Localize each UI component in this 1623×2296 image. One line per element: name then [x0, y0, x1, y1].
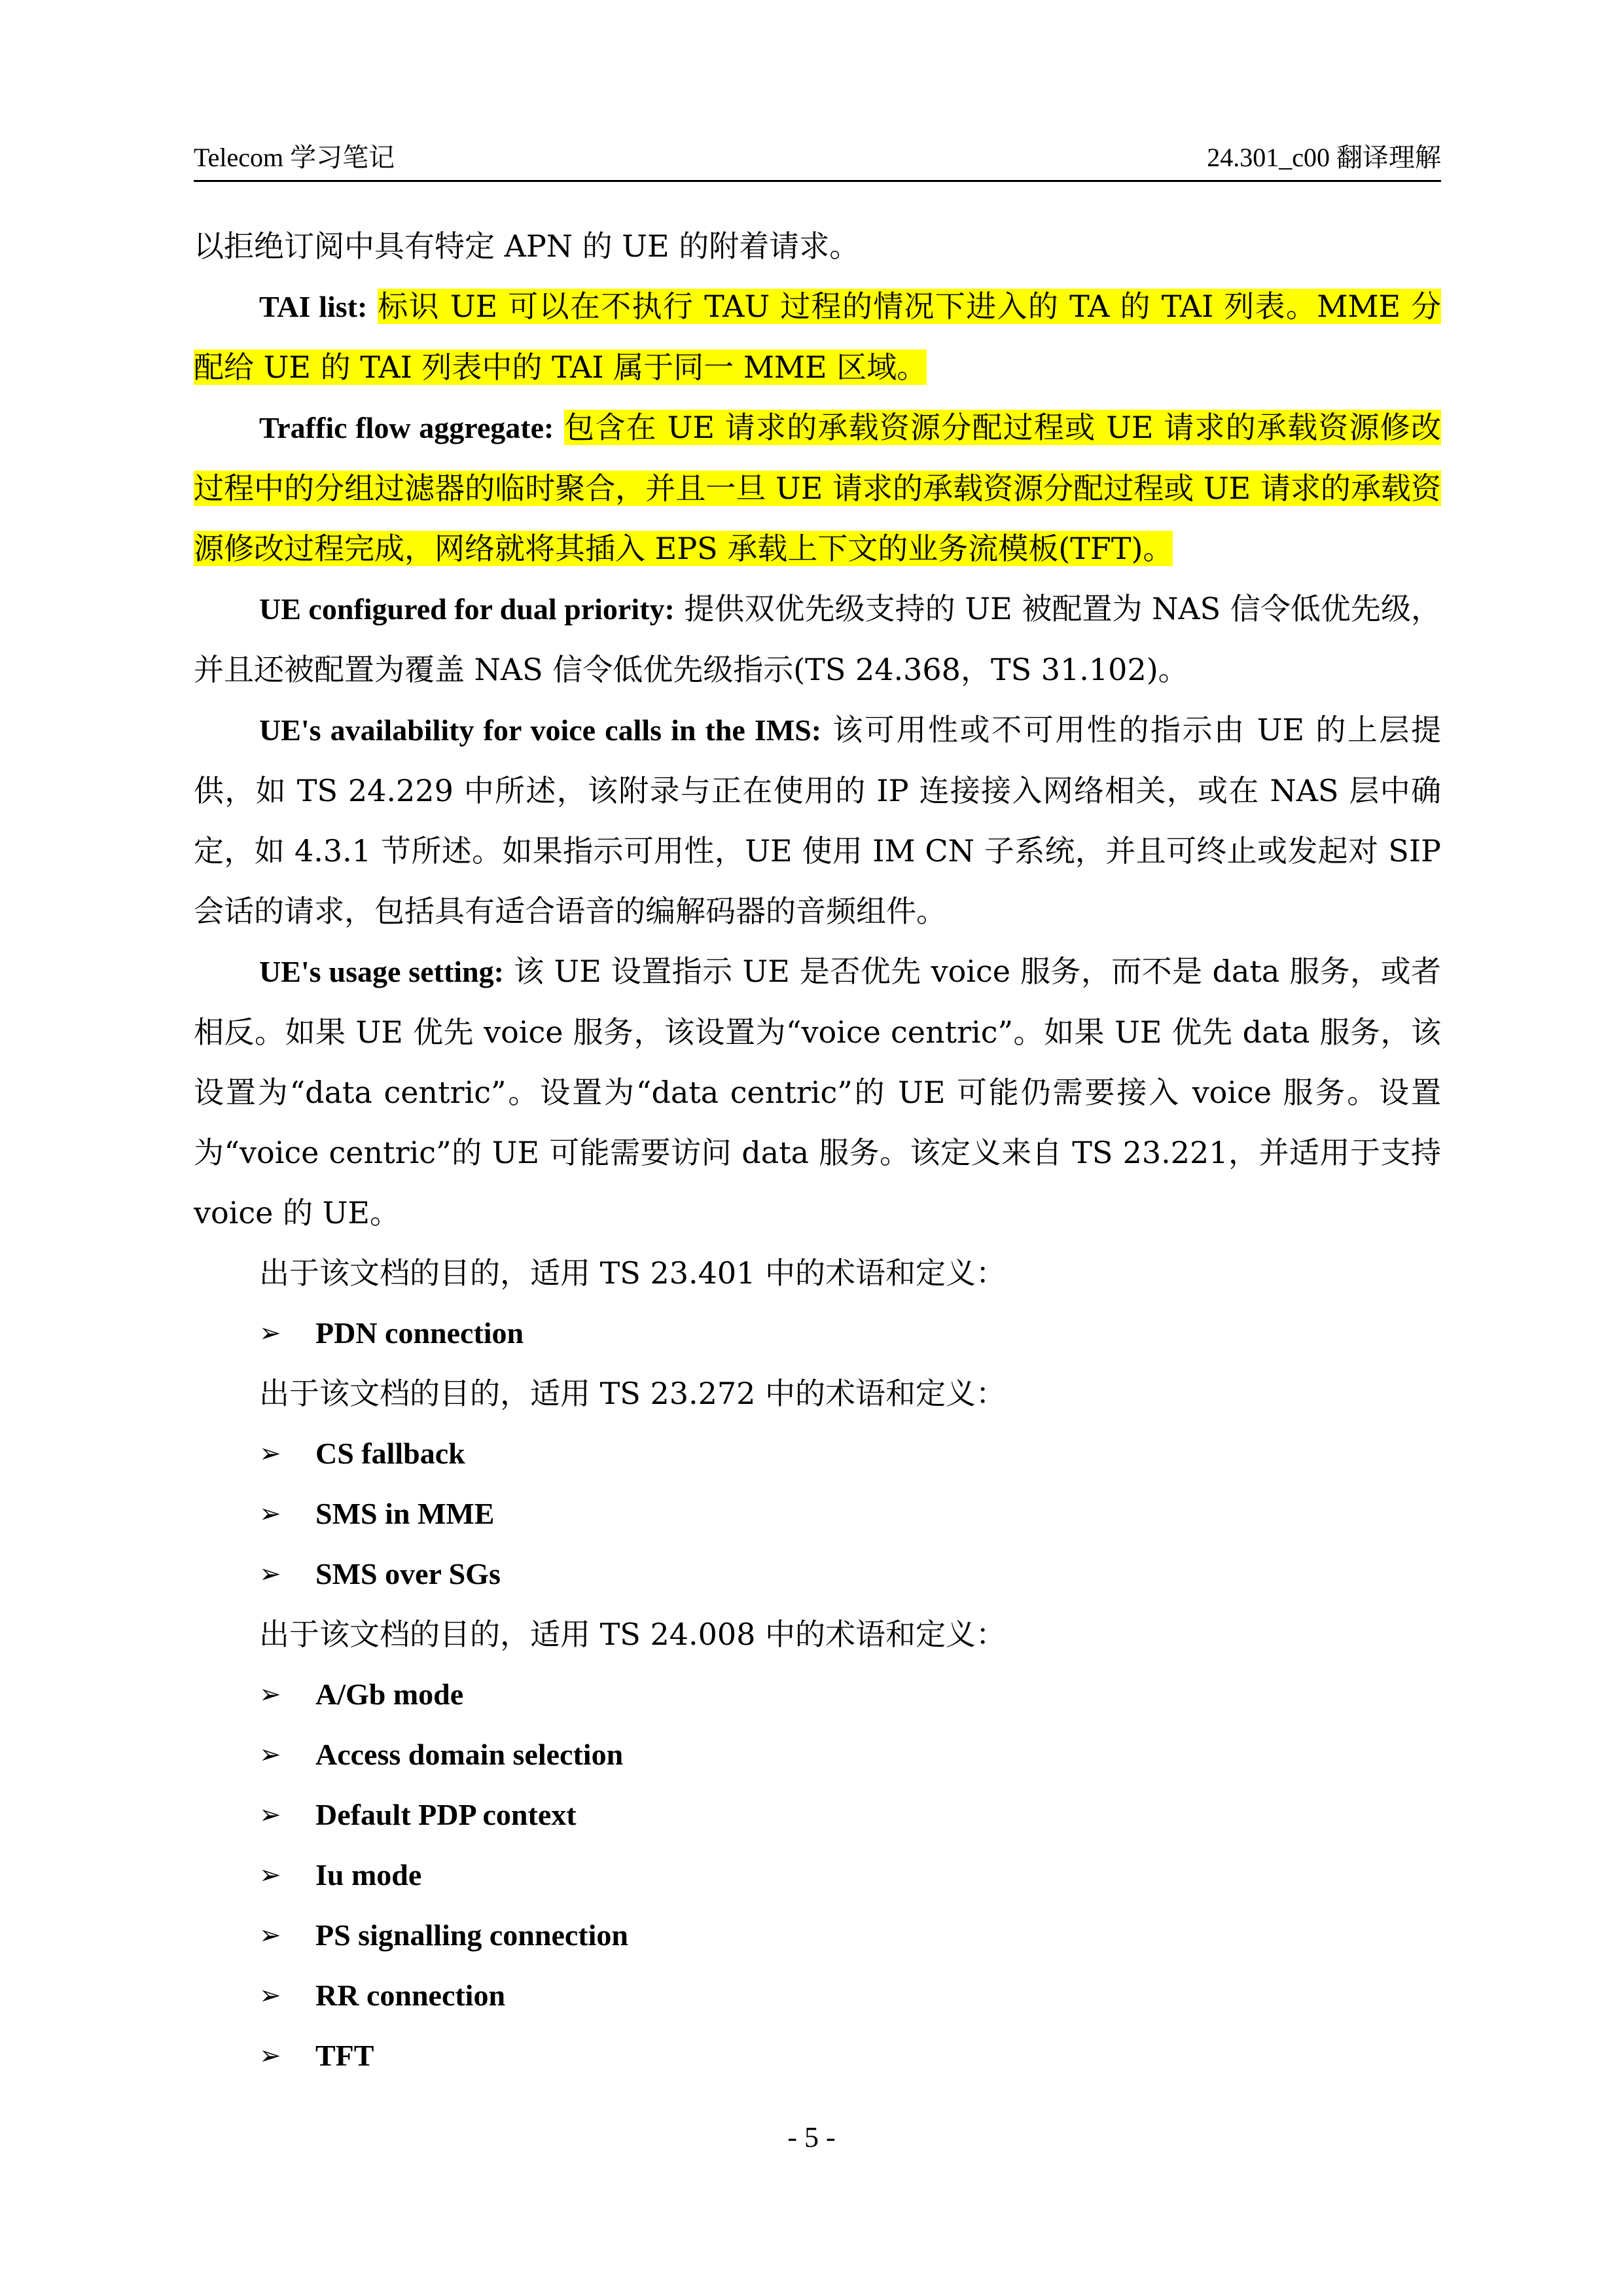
list-item-label: A/Gb mode [315, 1677, 464, 1711]
list-item [259, 1725, 1441, 1785]
definition-term: TAI list: [259, 290, 368, 323]
arrow-bullet-icon: ➢ [259, 1920, 281, 1950]
page-number: - 5 - [787, 2121, 836, 2153]
definition-term: UE configured for dual priority: [259, 592, 675, 626]
list-item [259, 1905, 1441, 1965]
list-item-label: Access domain selection [315, 1738, 624, 1771]
arrow-bullet-icon: ➢ [259, 1800, 281, 1830]
list-item [259, 1303, 1441, 1363]
list-item-label: Iu mode [315, 1858, 422, 1892]
definition-usage-setting [194, 941, 1441, 1243]
list-item [259, 1845, 1441, 1905]
arrow-bullet-icon: ➢ [259, 1679, 281, 1710]
definition-text: 提供双优先级支持的 UE 被配置为 NAS 信令低优先级，并且还被配置为覆盖 NAS 信令低优先级指示(TS 24.368，TS 31.102)。 [194, 591, 1441, 687]
list-item-label: PDN connection [315, 1316, 524, 1350]
arrow-bullet-icon: ➢ [259, 1559, 281, 1589]
arrow-bullet-icon: ➢ [259, 1740, 281, 1770]
list-item [259, 1664, 1441, 1725]
arrow-bullet-icon: ➢ [259, 1499, 281, 1529]
list-item-label: PS signalling connection [315, 1918, 628, 1952]
definition-dual-priority [194, 579, 1441, 700]
list-item [259, 1424, 1441, 1484]
arrow-bullet-icon: ➢ [259, 1318, 281, 1348]
list-item [259, 1484, 1441, 1544]
list-item [259, 1965, 1441, 2026]
list-item-label: Default PDP context [315, 1798, 577, 1831]
document-body [194, 216, 1441, 2086]
list-item-label: CS fallback [315, 1437, 465, 1470]
definition-text: 包含在 UE 请求的承载资源分配过程或 UE 请求的承载资源修改过程中的分组过滤器的临时聚合，并且一旦 UE 请求的承载资源分配过程或 UE 请求的承载资源修改过程完成，网络就将其插入 EPS 承载上下文的业务流模板(TFT)。 [194, 410, 1441, 566]
intro-paragraph: 以拒绝订阅中具有特定 APN 的 UE 的附着请求。 [194, 228, 860, 264]
list-item-label: RR connection [315, 1979, 506, 2012]
definition-term: Traffic flow aggregate: [259, 411, 554, 444]
definition-text: 该 UE 设置指示 UE 是否优先 voice 服务，而不是 data 服务，或者相反。如果 UE 优先 voice 服务，该设置为“voice centric”。如果 UE 优先 data 服务，该设置为“data centric”。设置为“data centric”的 UE 可能仍需要接入 voice 服务。设置为“voice centric”的 UE 可能需要访问 data 服务。该定义来自 TS 23.221，并适用于支持 voice 的 UE。 [194, 954, 1441, 1230]
definition-tai-list [194, 276, 1441, 397]
list-item [259, 1785, 1441, 1845]
definition-term: UE's availability for voice calls in the IMS: [259, 713, 822, 747]
definition-text: 标识 UE 可以在不执行 TAU 过程的情况下进入的 TA 的 TAI 列表。MME 分配给 UE 的 TAI 列表中的 TAI 属于同一 MME 区域。 [194, 289, 1441, 385]
list-item [259, 2026, 1441, 2086]
definition-traffic-flow-aggregate [194, 397, 1441, 579]
definition-voice-availability [194, 700, 1441, 941]
reference-intro: 出于该文档的目的，适用 TS 23.272 中的术语和定义： [259, 1376, 1007, 1411]
list-item-label: TFT [315, 2039, 374, 2072]
arrow-bullet-icon: ➢ [259, 1981, 281, 2011]
page-header [194, 137, 1441, 178]
list-item-label: SMS in MME [315, 1497, 495, 1530]
arrow-bullet-icon: ➢ [259, 2041, 281, 2071]
list-item-label: SMS over SGs [315, 1557, 501, 1590]
arrow-bullet-icon: ➢ [259, 1439, 281, 1469]
reference-intro: 出于该文档的目的，适用 TS 24.008 中的术语和定义： [259, 1617, 1007, 1652]
definition-text: 该可用性或不可用性的指示由 UE 的上层提供，如 TS 24.229 中所述，该附录与正在使用的 IP 连接接入网络相关，或在 NAS 层中确定，如 4.3.1 节所述。如果指示可用性，UE 使用 IM CN 子系统，并且可终止或发起对 SIP 会话的请求，包括具有适合语音的编解码器的音频组件。 [194, 712, 1442, 929]
header-doc-ref: 24.301_c00 翻译理解 [1207, 143, 1441, 172]
list-item [259, 1544, 1441, 1604]
header-divider [194, 180, 1441, 182]
reference-intro: 出于该文档的目的，适用 TS 23.401 中的术语和定义： [259, 1255, 1007, 1291]
definition-term: UE's usage setting: [259, 955, 504, 988]
arrow-bullet-icon: ➢ [259, 1860, 281, 1890]
header-title: Telecom 学习笔记 [194, 143, 395, 172]
